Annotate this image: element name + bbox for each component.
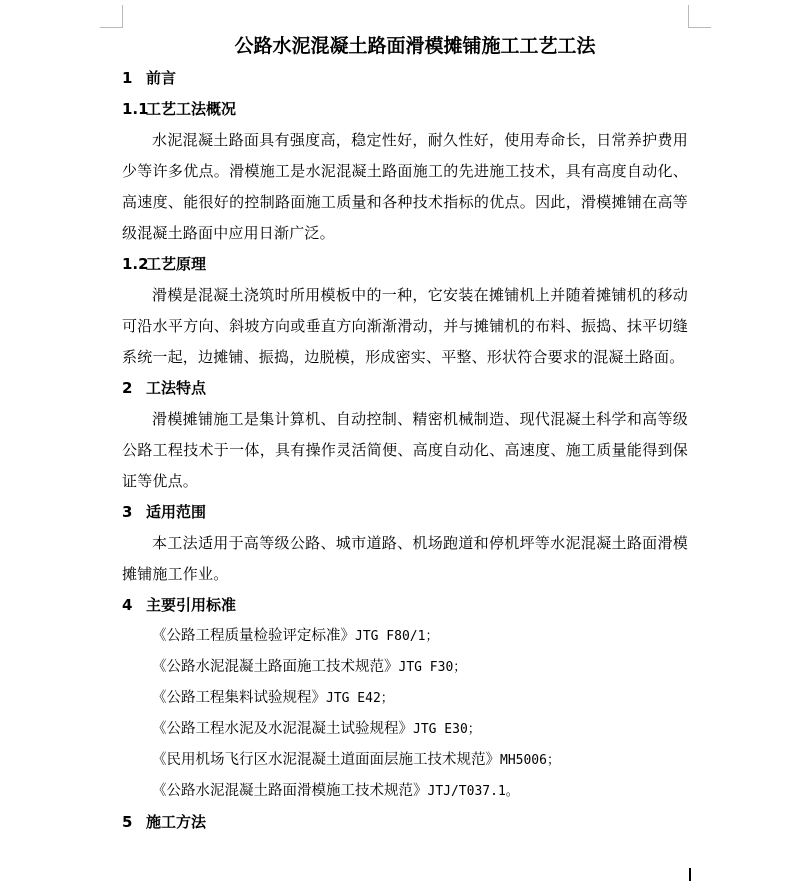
text-cursor bbox=[689, 868, 691, 881]
standard-code: JTJ/T037.1。 bbox=[427, 784, 519, 799]
standard-name: 《公路水泥混凝土路面施工技术规范》 bbox=[152, 659, 399, 675]
standard-name: 《民用机场飞行区水泥混凝土道面面层施工技术规范》 bbox=[152, 752, 500, 768]
standard-name: 《公路工程水泥及水泥混凝土试验规程》 bbox=[152, 721, 413, 737]
paragraph: 滑模摊铺施工是集计算机、自动控制、精密机械制造、现代混凝土科学和高等级公路工程技术于一体，具有操作灵活简便、高度自动化、高速度、施工质量能得到保证等优点。 bbox=[122, 410, 688, 490]
document-title: 公路水泥混凝土路面滑模摊铺施工工艺工法 bbox=[234, 35, 596, 57]
subsection-heading bbox=[122, 249, 688, 280]
section-heading bbox=[122, 590, 688, 621]
section-number: 3 bbox=[122, 503, 133, 521]
section-number: 1.1 bbox=[122, 100, 149, 118]
standard-code: JTG E30； bbox=[413, 722, 481, 737]
section-title: 前言 bbox=[146, 69, 177, 87]
section-number: 5 bbox=[122, 813, 133, 831]
standard-reference bbox=[122, 621, 688, 652]
section-number: 4 bbox=[122, 596, 133, 614]
margin-corner-marker bbox=[688, 5, 711, 28]
section-number: 1.2 bbox=[122, 255, 149, 273]
section-heading bbox=[122, 497, 688, 528]
standard-name: 《公路水泥混凝土路面滑模施工技术规范》 bbox=[152, 783, 428, 799]
section-title: 工艺原理 bbox=[146, 255, 207, 273]
paragraph: 滑模是混凝土浇筑时所用模板中的一种，它安装在摊铺机上并随着摊铺机的移动可沿水平方向、斜坡方向或垂直方向渐渐滑动，并与摊铺机的布料、振捣、抹平切缝系统一起，边摊铺、振捣，边脱模，形成密实、平整、形状符合要求的混凝土路面。 bbox=[122, 286, 688, 366]
document-body[interactable] bbox=[122, 30, 688, 838]
section-number: 2 bbox=[122, 379, 133, 397]
section-title: 适用范围 bbox=[146, 503, 207, 521]
subsection-heading bbox=[122, 94, 688, 125]
section-heading bbox=[122, 807, 688, 838]
standard-code: JTG E42； bbox=[326, 691, 394, 706]
margin-corner-marker bbox=[100, 5, 123, 28]
section-heading bbox=[122, 373, 688, 404]
paragraph: 水泥混凝土路面具有强度高，稳定性好，耐久性好，使用寿命长，日常养护费用少等许多优点。滑模施工是水泥混凝土路面施工的先进施工技术，具有高度自动化、高速度、能很好的控制路面施工质量和各种技术指标的优点。因此，滑模摊铺在高等级混凝土路面中应用日渐广泛。 bbox=[122, 131, 688, 242]
standard-name: 《公路工程质量检验评定标准》 bbox=[152, 628, 355, 644]
standard-reference bbox=[122, 714, 688, 745]
section-title: 工法特点 bbox=[146, 379, 207, 397]
standard-code: JTG F30； bbox=[398, 660, 467, 675]
standard-reference bbox=[122, 652, 688, 683]
standard-code: JTG F80/1； bbox=[355, 629, 439, 644]
standard-code: MH5006； bbox=[500, 753, 560, 768]
standard-reference bbox=[122, 776, 688, 807]
section-heading bbox=[122, 63, 688, 94]
section-number: 1 bbox=[122, 69, 133, 87]
section-title: 主要引用标准 bbox=[146, 596, 237, 614]
section-title: 施工方法 bbox=[146, 813, 207, 831]
standard-reference bbox=[122, 745, 688, 776]
paragraph: 本工法适用于高等级公路、城市道路、机场跑道和停机坪等水泥混凝土路面滑模摊铺施工作业。 bbox=[122, 534, 688, 583]
standard-name: 《公路工程集料试验规程》 bbox=[152, 690, 326, 706]
standard-reference bbox=[122, 683, 688, 714]
section-title: 工艺工法概况 bbox=[146, 100, 237, 118]
